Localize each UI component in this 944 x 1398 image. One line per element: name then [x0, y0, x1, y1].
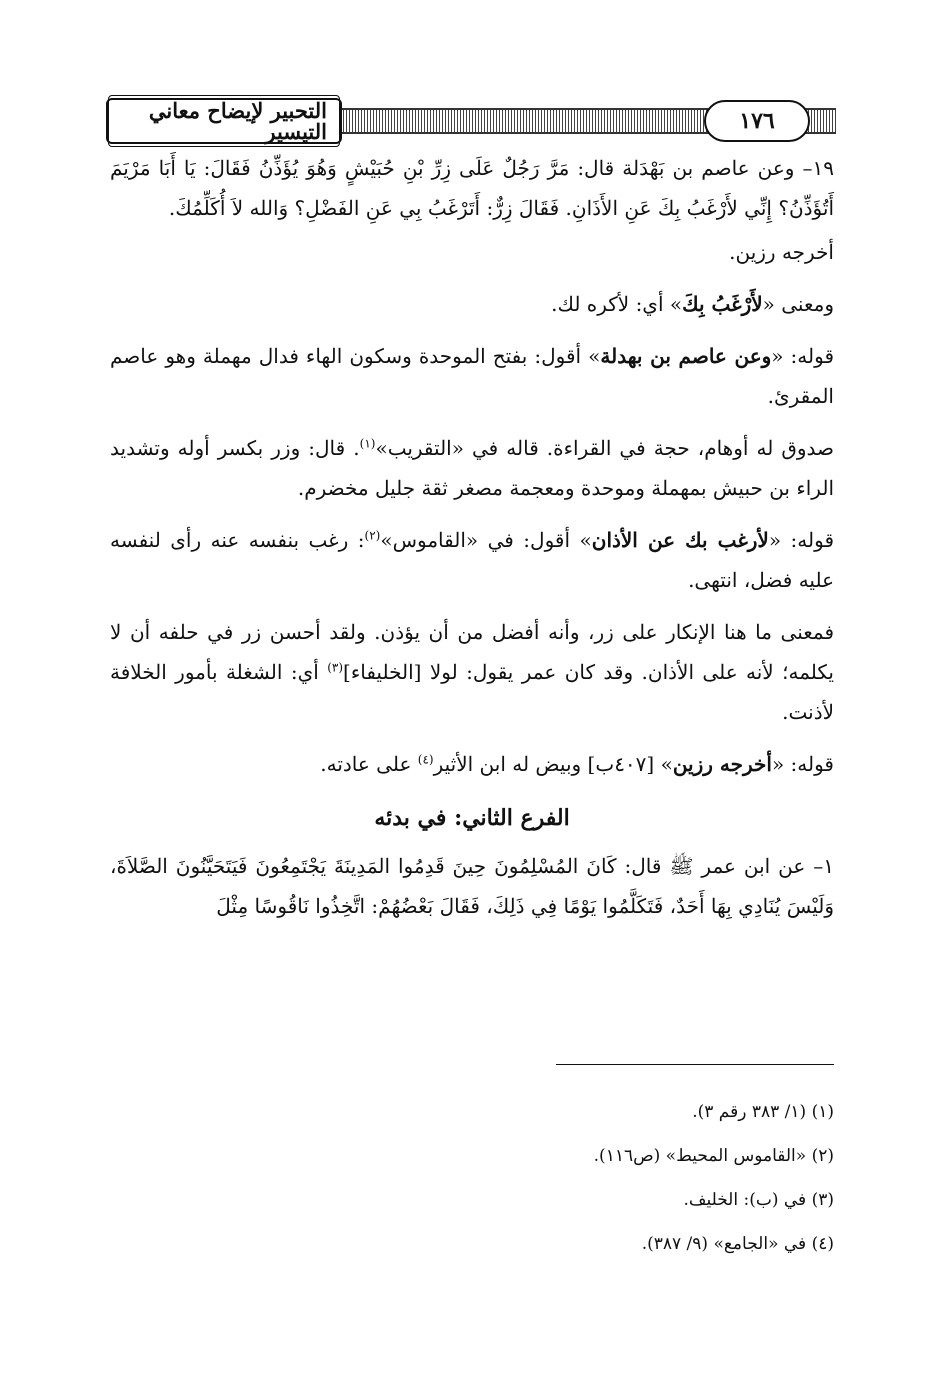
footnote-4: (٤) في «الجامع» (٩/ ٣٨٧). — [641, 1234, 834, 1254]
text-segment: . قال: وزر بكسر أوله وتشديد الراء بن حبيش بمهملة وموحدة ومعجمة مصغر ثقة جليل مخضرم. — [110, 436, 834, 500]
explanation-meaning — [110, 284, 834, 324]
hadith-1-text: ١– عن ابن عمر ﷺ قال: كَانَ المُسْلِمُونَ حِينَ قَدِمُوا المَدِينَةَ يَجْتَمِعُونَ فَيَتَحَيَّنُونَ الصَّلاَةَ، وَلَيْسَ يُنَادِي بِهَا أَحَدٌ، فَتَكَلَّمُوا يَوْمًا فِي ذَلِكَ، فَقَالَ بَعْضُهُمْ: اتَّخِذُوا نَاقُوسًا مِثْلَ — [110, 854, 834, 918]
main-text — [110, 148, 834, 938]
footnotes — [110, 1090, 834, 1266]
page-number: ١٧٦ — [704, 100, 810, 142]
hadith-19-source — [110, 232, 834, 272]
footnote-ref: (١) — [359, 436, 376, 451]
text-segment: » [٤٠٧ب] وبيض له ابن الأثير — [433, 752, 673, 776]
footnote-ref: (٣) — [327, 660, 344, 675]
hadith-1 — [110, 846, 834, 926]
text-segment: فمعنى ما هنا الإنكار على زر، وأنه أفضل من أن يؤذن. ولقد أحسن زر في حلفه أن لا يكلمه؛ لأنه على الأذان. وقد كان عمر يقول: لولا [الخليفاء] — [110, 620, 835, 684]
hadith-19-source-text: أخرجه رزين. — [729, 240, 834, 264]
quoted-phrase: أخرجه رزين — [672, 752, 772, 776]
commentary-qamus — [110, 520, 834, 600]
text-segment: ومعنى « — [762, 292, 834, 316]
text-segment: : رغب بنفسه عنه رأى لنفسه عليه فضل، انتهى. — [110, 528, 834, 592]
text-segment: قوله: « — [768, 528, 834, 552]
footnote-divider — [556, 1064, 834, 1065]
text-segment: » أقول: في «القاموس» — [380, 528, 592, 552]
section-heading: الفرع الثاني: في بدئه — [374, 805, 570, 831]
commentary-asim — [110, 336, 834, 416]
quoted-phrase: لأَرْغَبُ بِكَ — [682, 292, 763, 316]
text-segment: » أي: لأكره لك. — [551, 292, 683, 316]
footnote-3: (٣) في (ب): الخليف. — [683, 1190, 834, 1210]
text-segment: أي: الشغلة بأمور الخلافة لأذنت. — [110, 660, 834, 724]
header-title-box — [106, 98, 342, 144]
text-segment: صدوق له أوهام، حجة في القراءة. قاله في «التقريب» — [375, 436, 834, 460]
text-segment: قوله: « — [771, 752, 834, 776]
text-segment: قوله: « — [771, 344, 835, 368]
hadith-19-text: ١٩– وعن عاصم بن بَهْدَلة قال: مَرَّ رَجُلٌ عَلَى زِرِّ بْنِ حُبَيْشٍ وَهُوَ يُؤَذِّنُ فَقَالَ: يَا أَبَا مَرْيَمَ أَتُؤَذِّنُ؟ إِنِّي لأَرْغَبُ بِكَ عَنِ الأَذَانِ. فَقَالَ زِرٌّ: أَتَرْغَبُ بِي عَنِ الفَضْلِ؟ وَالله لاَ أُكَلِّمُكَ. — [110, 156, 834, 220]
quoted-phrase: لأرغب بك عن الأذان — [591, 528, 769, 552]
footnote-ref: (٢) — [364, 528, 381, 543]
commentary-razin — [110, 744, 834, 784]
hadith-19 — [110, 148, 834, 228]
book-title: التحبير لإيضاح معاني التيسير — [108, 95, 340, 147]
quoted-phrase: وعن عاصم بن بهدلة — [600, 344, 772, 368]
commentary-taqrib — [110, 428, 834, 508]
footnote-ref: (٤) — [417, 752, 434, 767]
text-segment: على عادته. — [320, 752, 418, 776]
text-segment: » أقول: بفتح الموحدة وسكون الهاء فدال مهملة وهو عاصم المقرئ. — [110, 344, 834, 408]
page-header — [106, 98, 836, 146]
commentary-meaning — [110, 612, 834, 732]
footnote-2: (٢) «القاموس المحيط» (ص١١٦). — [593, 1146, 834, 1166]
footnote-1: (١) (١/ ٣٨٣ رقم ٣). — [692, 1102, 834, 1122]
